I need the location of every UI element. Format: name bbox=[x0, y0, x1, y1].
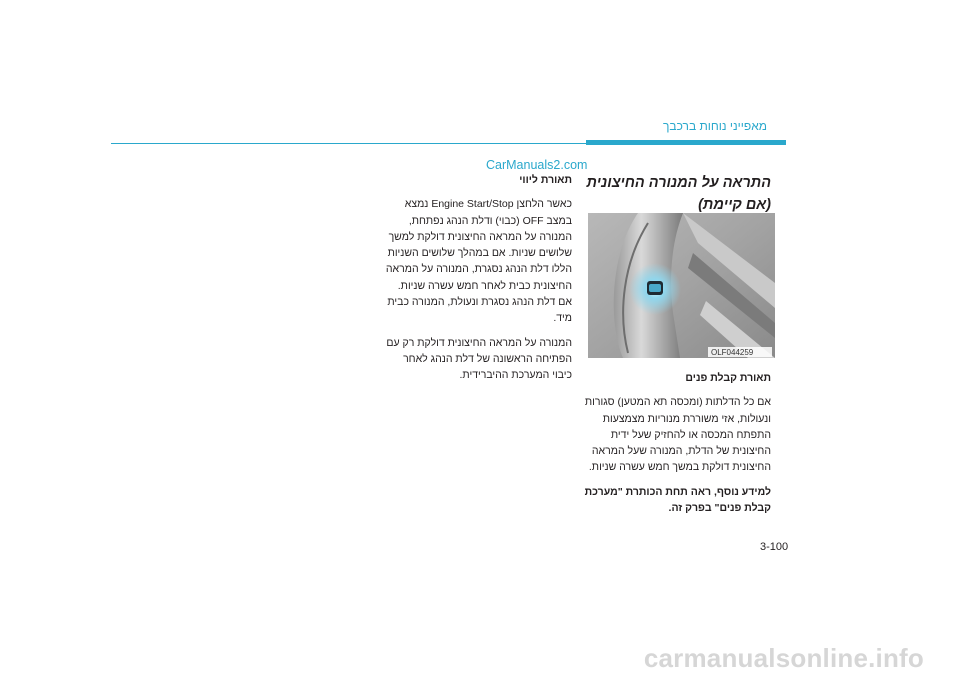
section-title bbox=[581, 172, 771, 216]
section-title-line2: (אם קיימת) bbox=[698, 197, 771, 213]
header-accent-bar bbox=[586, 140, 786, 145]
escort-light-section bbox=[384, 172, 572, 392]
photo-code: OLF044259 bbox=[711, 348, 754, 357]
page-number: 3-100 bbox=[760, 541, 789, 553]
welcome-light-note: למידע נוסף, ראה תחת הכותרת "מערכת קבלת פנים" בפרק זה. bbox=[584, 485, 771, 515]
escort-light-paragraph-2: המנורה על המראה החיצונית דולקת רק עם הפתיחה הראשונה של דלת הנהג לאחר כיבוי המערכת ההיברידית. bbox=[386, 336, 572, 382]
section-title-line1: התראה על המנורה החיצונית bbox=[586, 175, 771, 191]
watermark-top: CarManuals2.com bbox=[486, 158, 588, 172]
mirror-lamp-photo bbox=[588, 213, 775, 358]
welcome-light-body: אם כל הדלתות (ומכסה תא המטען) סגורות ונעולות, אזי משוררת מנוריות מצמצעות התפתח המכסה או להחזיק שעל ידית החיצונית של הדלת, המנורה שעל המראה החיצונית דולקת במשך חמש עשרה שניות. bbox=[584, 396, 771, 474]
header-title: מאפייני נוחות ברכבך bbox=[663, 119, 767, 133]
welcome-light-heading: תאורת קבלת פנים bbox=[685, 372, 771, 384]
watermark-bottom: carmanualsonline.info bbox=[643, 643, 924, 673]
escort-light-paragraph-1: כאשר הלחצן Engine Start/Stop נמצא במצב OFF (כבוי) ודלת הנהג נפתחת, המנורה על המראה החיצונית דולקת למשך שלושים שניות. אם במהלך שלושים השניות הללו דלת הנהג נסגרת, המנורה על המראה החיצונית כבית לאחר חמש עשרה שניות. אם דלת הנהג נסגרת ונעולת, המנורה כבית מיד. bbox=[385, 198, 572, 325]
escort-light-heading: תאורת ליווי bbox=[519, 174, 572, 186]
welcome-light-section bbox=[581, 370, 771, 524]
